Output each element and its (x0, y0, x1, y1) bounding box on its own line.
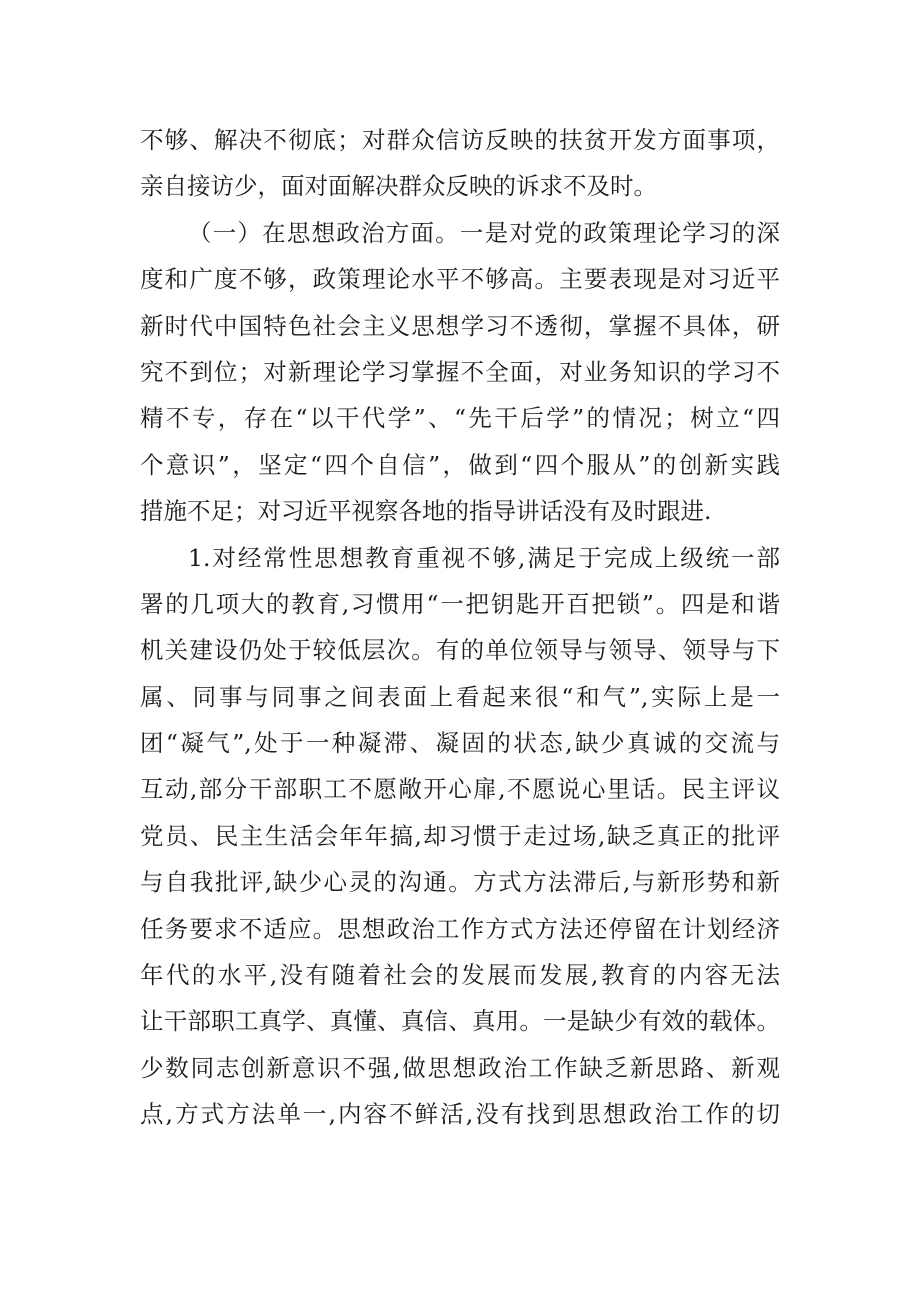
paragraph-line: 不够、解决不彻底；对群众信访反映的扶贫开发方面事项， (140, 126, 780, 154)
paragraph-line: 个意识”，坚定“四个自信”，做到“四个服从”的创新实践 (140, 450, 780, 479)
paragraph-line: 属、同事与同事之间表面上看起来很“和气”,实际上是一 (140, 682, 780, 711)
numbered-item-line: 1.对经常性思想教育重视不够,满足于完成上级统一部 (188, 543, 780, 572)
paragraph-line: 任务要求不适应。思想政治工作方式方法还停留在计划经济 (140, 914, 780, 943)
paragraph-line: 党员、民主生活会年年搞,却习惯于走过场,缺乏真正的批评 (140, 821, 780, 850)
paragraph-line: 点,方式方法单一,内容不鲜活,没有找到思想政治工作的切 (140, 1100, 780, 1129)
paragraph-line: 署的几项大的教育,习惯用“一把钥匙开百把锁”。四是和谐 (140, 589, 780, 618)
document-body (140, 117, 780, 1138)
paragraph-line: 少数同志创新意识不强,做思想政治工作缺乏新思路、新观 (140, 1053, 780, 1082)
paragraph-line: 互动,部分干部职工不愿敞开心扉,不愿说心里话。民主评议 (140, 775, 780, 804)
paragraph-line: 究不到位；对新理论学习掌握不全面，对业务知识的学习不 (140, 357, 780, 386)
paragraph-line: 与自我批评,缺少心灵的沟通。方式方法滞后,与新形势和新 (140, 868, 780, 897)
paragraph-line: 新时代中国特色社会主义思想学习不透彻，掌握不具体，研 (140, 311, 780, 340)
paragraph-line: 团“凝气”,处于一种凝滞、凝固的状态,缺少真诚的交流与 (140, 729, 780, 758)
paragraph-line: 度和广度不够，政策理论水平不够高。主要表现是对习近平 (140, 265, 780, 294)
section-heading-line: （一）在思想政治方面。一是对党的政策理论学习的深 (188, 218, 780, 247)
paragraph-line: 精不专，存在“以干代学”、“先干后学”的情况；树立“四 (140, 404, 780, 433)
paragraph-line: 年代的水平,没有随着社会的发展而发展,教育的内容无法 (140, 961, 780, 990)
paragraph-line: 让干部职工真学、真懂、真信、真用。一是缺少有效的载体。 (140, 1007, 780, 1036)
paragraph-line: 措施不足；对习近平视察各地的指导讲话没有及时跟进. (140, 497, 712, 526)
paragraph-line: 亲自接访少，面对面解决群众反映的诉求不及时。 (140, 172, 657, 201)
paragraph-line: 机关建设仍处于较低层次。有的单位领导与领导、领导与下 (140, 636, 780, 665)
